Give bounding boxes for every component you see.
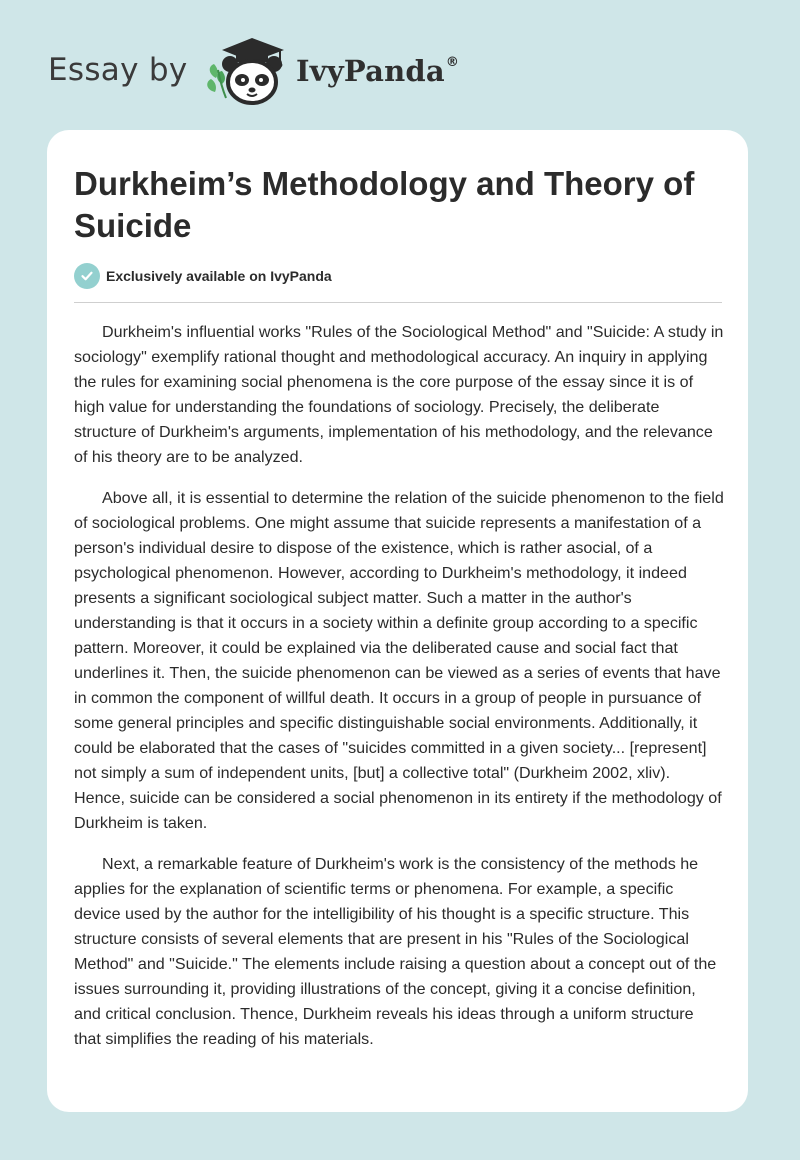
registered-mark: ® — [445, 55, 460, 71]
brand-name-text: IvyPanda — [296, 54, 445, 88]
essay-paragraph: Above all, it is essential to determine the relation of the suicide phenomenon to the field of sociological problems. One might assume that suicide represents a manifestation of a person's individual desire to dispose of the existence, which is rather asocial, of a psychological phenomenon. However, according to Durkheim's methodology, it indeed presents a significant sociological subject matter. Such a matter in the author's understanding is that it occurs in a society within a definite group according to a specific pattern. Moreover, it could be explained via the deliberated cause and social fact that underlines it. Then, the suicide phenomenon can be viewed as a series of events that have in common the component of willful death. It occurs in a group of people in pursuance of some general principles and specific distinguishable social environments. Additionally, it could be elaborated that the cases of "suicides committed in a given society... [represent] not simply a sum of independent units, [but] a collective total" (Durkheim 2002, xliv). Hence, suicide can be considered a social phenomenon in its entirety if the methodology of Durkheim is taken. — [74, 489, 724, 832]
title-divider — [74, 302, 722, 303]
panda-graduation-cap-logo-icon[interactable] — [202, 34, 294, 108]
essay-title: Durkheim’s Methodology and Theory of Suicide — [74, 165, 695, 244]
exclusive-badge — [74, 263, 332, 289]
site-header — [0, 0, 800, 130]
exclusive-badge-text: Exclusively available on IvyPanda — [106, 268, 332, 284]
essay-paragraph: Next, a remarkable feature of Durkheim's work is the consistency of the methods he applies for the explanation of scientific terms or phenomena. For example, a specific device used by the author for the intelligibility of his thought is a specific structure. This structure consists of several elements that are present in his "Rules of the Sociological Method" and "Suicide." The elements include raising a question about a concept out of the issues surrounding it, providing illustrations of the concept, giving it a concise definition, and critical conclusion. Thence, Durkheim reveals his ideas through a uniform structure that simplifies the reading of his materials. — [74, 855, 717, 1048]
brand-prefix: Essay by — [48, 52, 188, 88]
brand-name[interactable] — [296, 54, 459, 88]
essay-card — [47, 130, 748, 1112]
essay-paragraph: Durkheim's influential works "Rules of the Sociological Method" and "Suicide: A study in sociology" exemplify rational thought and methodological accuracy. An inquiry in applying the rules for examining social phenomena is the core purpose of the essay since it is of high value for understanding the foundations of sociology. Precisely, the deliberate structure of Durkheim's arguments, implementation of his methodology, and the relevance of his theory are to be analyzed. — [74, 323, 724, 466]
check-circle-icon — [74, 263, 100, 289]
essay-body — [74, 320, 724, 1068]
